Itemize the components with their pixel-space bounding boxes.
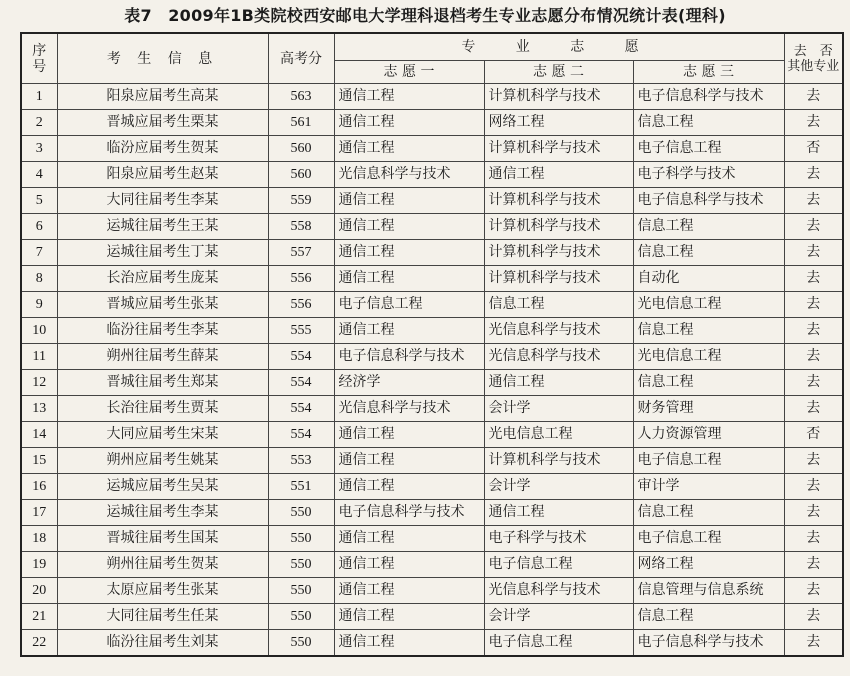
cell-wish2: 计算机科学与技术 — [484, 84, 633, 110]
cell-seq: 1 — [21, 84, 57, 110]
cell-seq: 19 — [21, 552, 57, 578]
cell-wish1: 通信工程 — [334, 474, 484, 500]
table-body — [21, 84, 843, 657]
cell-student-info: 临汾应届考生贺某 — [57, 136, 268, 162]
cell-other-major: 去 — [784, 604, 843, 630]
cell-score: 558 — [268, 214, 334, 240]
table-row — [21, 422, 843, 448]
cell-wish3: 信息工程 — [633, 318, 784, 344]
cell-wish2: 会计学 — [484, 474, 633, 500]
header-other-line2: 其他专业 — [787, 58, 840, 74]
cell-wish2: 电子信息工程 — [484, 552, 633, 578]
cell-wish2: 信息工程 — [484, 292, 633, 318]
cell-wish3: 电子信息科学与技术 — [633, 630, 784, 657]
cell-other-major: 去 — [784, 318, 843, 344]
header-other-major — [784, 33, 843, 84]
cell-wish3: 自动化 — [633, 266, 784, 292]
cell-student-info: 晋城往届考生郑某 — [57, 370, 268, 396]
cell-wish3: 审计学 — [633, 474, 784, 500]
cell-student-info: 运城往届考生李某 — [57, 500, 268, 526]
cell-wish1: 光信息科学与技术 — [334, 396, 484, 422]
cell-wish1: 通信工程 — [334, 526, 484, 552]
cell-wish1: 通信工程 — [334, 136, 484, 162]
cell-wish2: 网络工程 — [484, 110, 633, 136]
cell-seq: 15 — [21, 448, 57, 474]
cell-wish2: 计算机科学与技术 — [484, 214, 633, 240]
cell-wish2: 光信息科学与技术 — [484, 344, 633, 370]
cell-wish2: 光电信息工程 — [484, 422, 633, 448]
cell-wish3: 信息工程 — [633, 110, 784, 136]
cell-student-info: 晋城应届考生张某 — [57, 292, 268, 318]
cell-wish1: 经济学 — [334, 370, 484, 396]
cell-wish3: 信息工程 — [633, 604, 784, 630]
cell-other-major: 去 — [784, 526, 843, 552]
cell-seq: 16 — [21, 474, 57, 500]
table-row — [21, 188, 843, 214]
cell-wish3: 人力资源管理 — [633, 422, 784, 448]
table-row — [21, 448, 843, 474]
cell-wish2: 电子信息工程 — [484, 630, 633, 657]
table-row — [21, 318, 843, 344]
cell-seq: 4 — [21, 162, 57, 188]
cell-student-info: 太原应届考生张某 — [57, 578, 268, 604]
cell-score: 550 — [268, 578, 334, 604]
cell-wish3: 电子信息工程 — [633, 448, 784, 474]
cell-student-info: 晋城往届考生国某 — [57, 526, 268, 552]
cell-student-info: 大同往届考生李某 — [57, 188, 268, 214]
cell-score: 554 — [268, 370, 334, 396]
cell-score: 557 — [268, 240, 334, 266]
cell-wish2: 计算机科学与技术 — [484, 240, 633, 266]
header-wish2: 志 愿 二 — [484, 61, 633, 84]
table-row — [21, 240, 843, 266]
table-row — [21, 136, 843, 162]
cell-wish1: 通信工程 — [334, 422, 484, 448]
cell-score: 554 — [268, 396, 334, 422]
cell-other-major: 去 — [784, 500, 843, 526]
cell-wish1: 电子信息工程 — [334, 292, 484, 318]
cell-wish2: 通信工程 — [484, 162, 633, 188]
table-row — [21, 84, 843, 110]
cell-wish1: 通信工程 — [334, 188, 484, 214]
table-row — [21, 500, 843, 526]
cell-other-major: 去 — [784, 240, 843, 266]
table-row — [21, 630, 843, 657]
wish-distribution-table — [20, 32, 844, 657]
cell-wish3: 信息工程 — [633, 240, 784, 266]
cell-wish2: 计算机科学与技术 — [484, 266, 633, 292]
cell-student-info: 运城往届考生丁某 — [57, 240, 268, 266]
header-score: 高考分 — [268, 33, 334, 84]
header-other-line1: 去 否 — [793, 43, 833, 59]
cell-other-major: 去 — [784, 344, 843, 370]
cell-wish3: 信息工程 — [633, 500, 784, 526]
cell-wish1: 通信工程 — [334, 84, 484, 110]
cell-wish3: 电子信息工程 — [633, 526, 784, 552]
cell-score: 556 — [268, 266, 334, 292]
cell-other-major: 去 — [784, 630, 843, 657]
cell-score: 556 — [268, 292, 334, 318]
cell-score: 554 — [268, 344, 334, 370]
table-row — [21, 474, 843, 500]
cell-other-major: 去 — [784, 84, 843, 110]
cell-other-major: 去 — [784, 162, 843, 188]
cell-student-info: 大同应届考生宋某 — [57, 422, 268, 448]
cell-other-major: 去 — [784, 396, 843, 422]
table-title: 表7 2009年1B类院校西安邮电大学理科退档考生专业志愿分布情况统计表(理科) — [124, 6, 726, 25]
cell-seq: 5 — [21, 188, 57, 214]
cell-wish1: 电子信息科学与技术 — [334, 344, 484, 370]
cell-score: 560 — [268, 162, 334, 188]
header-row-1 — [21, 33, 843, 61]
cell-score: 554 — [268, 422, 334, 448]
cell-other-major: 去 — [784, 188, 843, 214]
cell-score: 551 — [268, 474, 334, 500]
cell-student-info: 朔州往届考生薛某 — [57, 344, 268, 370]
cell-wish2: 光信息科学与技术 — [484, 318, 633, 344]
cell-wish1: 通信工程 — [334, 578, 484, 604]
cell-seq: 7 — [21, 240, 57, 266]
cell-other-major: 去 — [784, 266, 843, 292]
table-row — [21, 604, 843, 630]
cell-wish1: 通信工程 — [334, 266, 484, 292]
table-row — [21, 292, 843, 318]
cell-student-info: 运城应届考生吴某 — [57, 474, 268, 500]
cell-seq: 12 — [21, 370, 57, 396]
cell-wish3: 网络工程 — [633, 552, 784, 578]
cell-other-major: 去 — [784, 578, 843, 604]
cell-student-info: 长治应届考生庞某 — [57, 266, 268, 292]
cell-other-major: 否 — [784, 136, 843, 162]
cell-wish2: 计算机科学与技术 — [484, 136, 633, 162]
cell-student-info: 阳泉应届考生高某 — [57, 84, 268, 110]
cell-score: 550 — [268, 500, 334, 526]
table-row — [21, 578, 843, 604]
cell-seq: 17 — [21, 500, 57, 526]
header-majors: 专 业 志 愿 — [334, 33, 784, 61]
cell-other-major: 否 — [784, 422, 843, 448]
cell-wish2: 光信息科学与技术 — [484, 578, 633, 604]
table-row — [21, 552, 843, 578]
cell-score: 550 — [268, 604, 334, 630]
cell-other-major: 去 — [784, 110, 843, 136]
cell-score: 553 — [268, 448, 334, 474]
table-row — [21, 344, 843, 370]
cell-other-major: 去 — [784, 474, 843, 500]
cell-student-info: 阳泉应届考生赵某 — [57, 162, 268, 188]
cell-wish2: 计算机科学与技术 — [484, 448, 633, 474]
cell-wish1: 通信工程 — [334, 110, 484, 136]
cell-score: 560 — [268, 136, 334, 162]
cell-seq: 22 — [21, 630, 57, 657]
cell-wish1: 通信工程 — [334, 552, 484, 578]
cell-wish3: 信息管理与信息系统 — [633, 578, 784, 604]
cell-score: 550 — [268, 526, 334, 552]
table-row — [21, 162, 843, 188]
cell-seq: 9 — [21, 292, 57, 318]
cell-student-info: 晋城应届考生栗某 — [57, 110, 268, 136]
table-row — [21, 266, 843, 292]
cell-score: 550 — [268, 630, 334, 657]
header-wish1: 志 愿 一 — [334, 61, 484, 84]
cell-other-major: 去 — [784, 448, 843, 474]
cell-seq: 10 — [21, 318, 57, 344]
cell-student-info: 运城往届考生王某 — [57, 214, 268, 240]
cell-wish3: 财务管理 — [633, 396, 784, 422]
cell-student-info: 朔州应届考生姚某 — [57, 448, 268, 474]
cell-wish2: 会计学 — [484, 604, 633, 630]
cell-wish2: 通信工程 — [484, 500, 633, 526]
cell-wish3: 光电信息工程 — [633, 292, 784, 318]
cell-other-major: 去 — [784, 552, 843, 578]
cell-wish3: 电子信息科学与技术 — [633, 188, 784, 214]
cell-wish1: 通信工程 — [334, 448, 484, 474]
table-row — [21, 214, 843, 240]
cell-seq: 18 — [21, 526, 57, 552]
cell-wish1: 通信工程 — [334, 630, 484, 657]
cell-wish1: 通信工程 — [334, 604, 484, 630]
cell-wish2: 计算机科学与技术 — [484, 188, 633, 214]
table-row — [21, 526, 843, 552]
cell-wish2: 通信工程 — [484, 370, 633, 396]
header-seq-line1: 序 — [32, 42, 47, 59]
table-row — [21, 110, 843, 136]
cell-student-info: 长治往届考生贾某 — [57, 396, 268, 422]
cell-wish3: 信息工程 — [633, 370, 784, 396]
cell-seq: 2 — [21, 110, 57, 136]
cell-score: 550 — [268, 552, 334, 578]
cell-wish1: 通信工程 — [334, 318, 484, 344]
table-row — [21, 396, 843, 422]
cell-student-info: 临汾往届考生李某 — [57, 318, 268, 344]
cell-seq: 6 — [21, 214, 57, 240]
cell-seq: 3 — [21, 136, 57, 162]
cell-wish2: 电子科学与技术 — [484, 526, 633, 552]
cell-score: 561 — [268, 110, 334, 136]
header-wish3: 志 愿 三 — [633, 61, 784, 84]
header-seq — [21, 33, 57, 84]
cell-wish3: 电子信息科学与技术 — [633, 84, 784, 110]
header-student-info: 考 生 信 息 — [57, 33, 268, 84]
cell-seq: 8 — [21, 266, 57, 292]
cell-wish2: 会计学 — [484, 396, 633, 422]
cell-score: 559 — [268, 188, 334, 214]
cell-wish1: 电子信息科学与技术 — [334, 500, 484, 526]
cell-wish3: 信息工程 — [633, 214, 784, 240]
cell-wish3: 电子信息工程 — [633, 136, 784, 162]
cell-wish1: 光信息科学与技术 — [334, 162, 484, 188]
header-seq-line2: 号 — [32, 58, 47, 75]
cell-score: 555 — [268, 318, 334, 344]
cell-student-info: 朔州往届考生贺某 — [57, 552, 268, 578]
cell-score: 563 — [268, 84, 334, 110]
cell-wish3: 光电信息工程 — [633, 344, 784, 370]
cell-seq: 14 — [21, 422, 57, 448]
cell-other-major: 去 — [784, 214, 843, 240]
cell-seq: 11 — [21, 344, 57, 370]
cell-student-info: 临汾往届考生刘某 — [57, 630, 268, 657]
cell-wish3: 电子科学与技术 — [633, 162, 784, 188]
cell-seq: 20 — [21, 578, 57, 604]
cell-seq: 21 — [21, 604, 57, 630]
cell-student-info: 大同往届考生任某 — [57, 604, 268, 630]
cell-other-major: 去 — [784, 292, 843, 318]
cell-other-major: 去 — [784, 370, 843, 396]
cell-wish1: 通信工程 — [334, 214, 484, 240]
cell-wish1: 通信工程 — [334, 240, 484, 266]
cell-seq: 13 — [21, 396, 57, 422]
table-row — [21, 370, 843, 396]
